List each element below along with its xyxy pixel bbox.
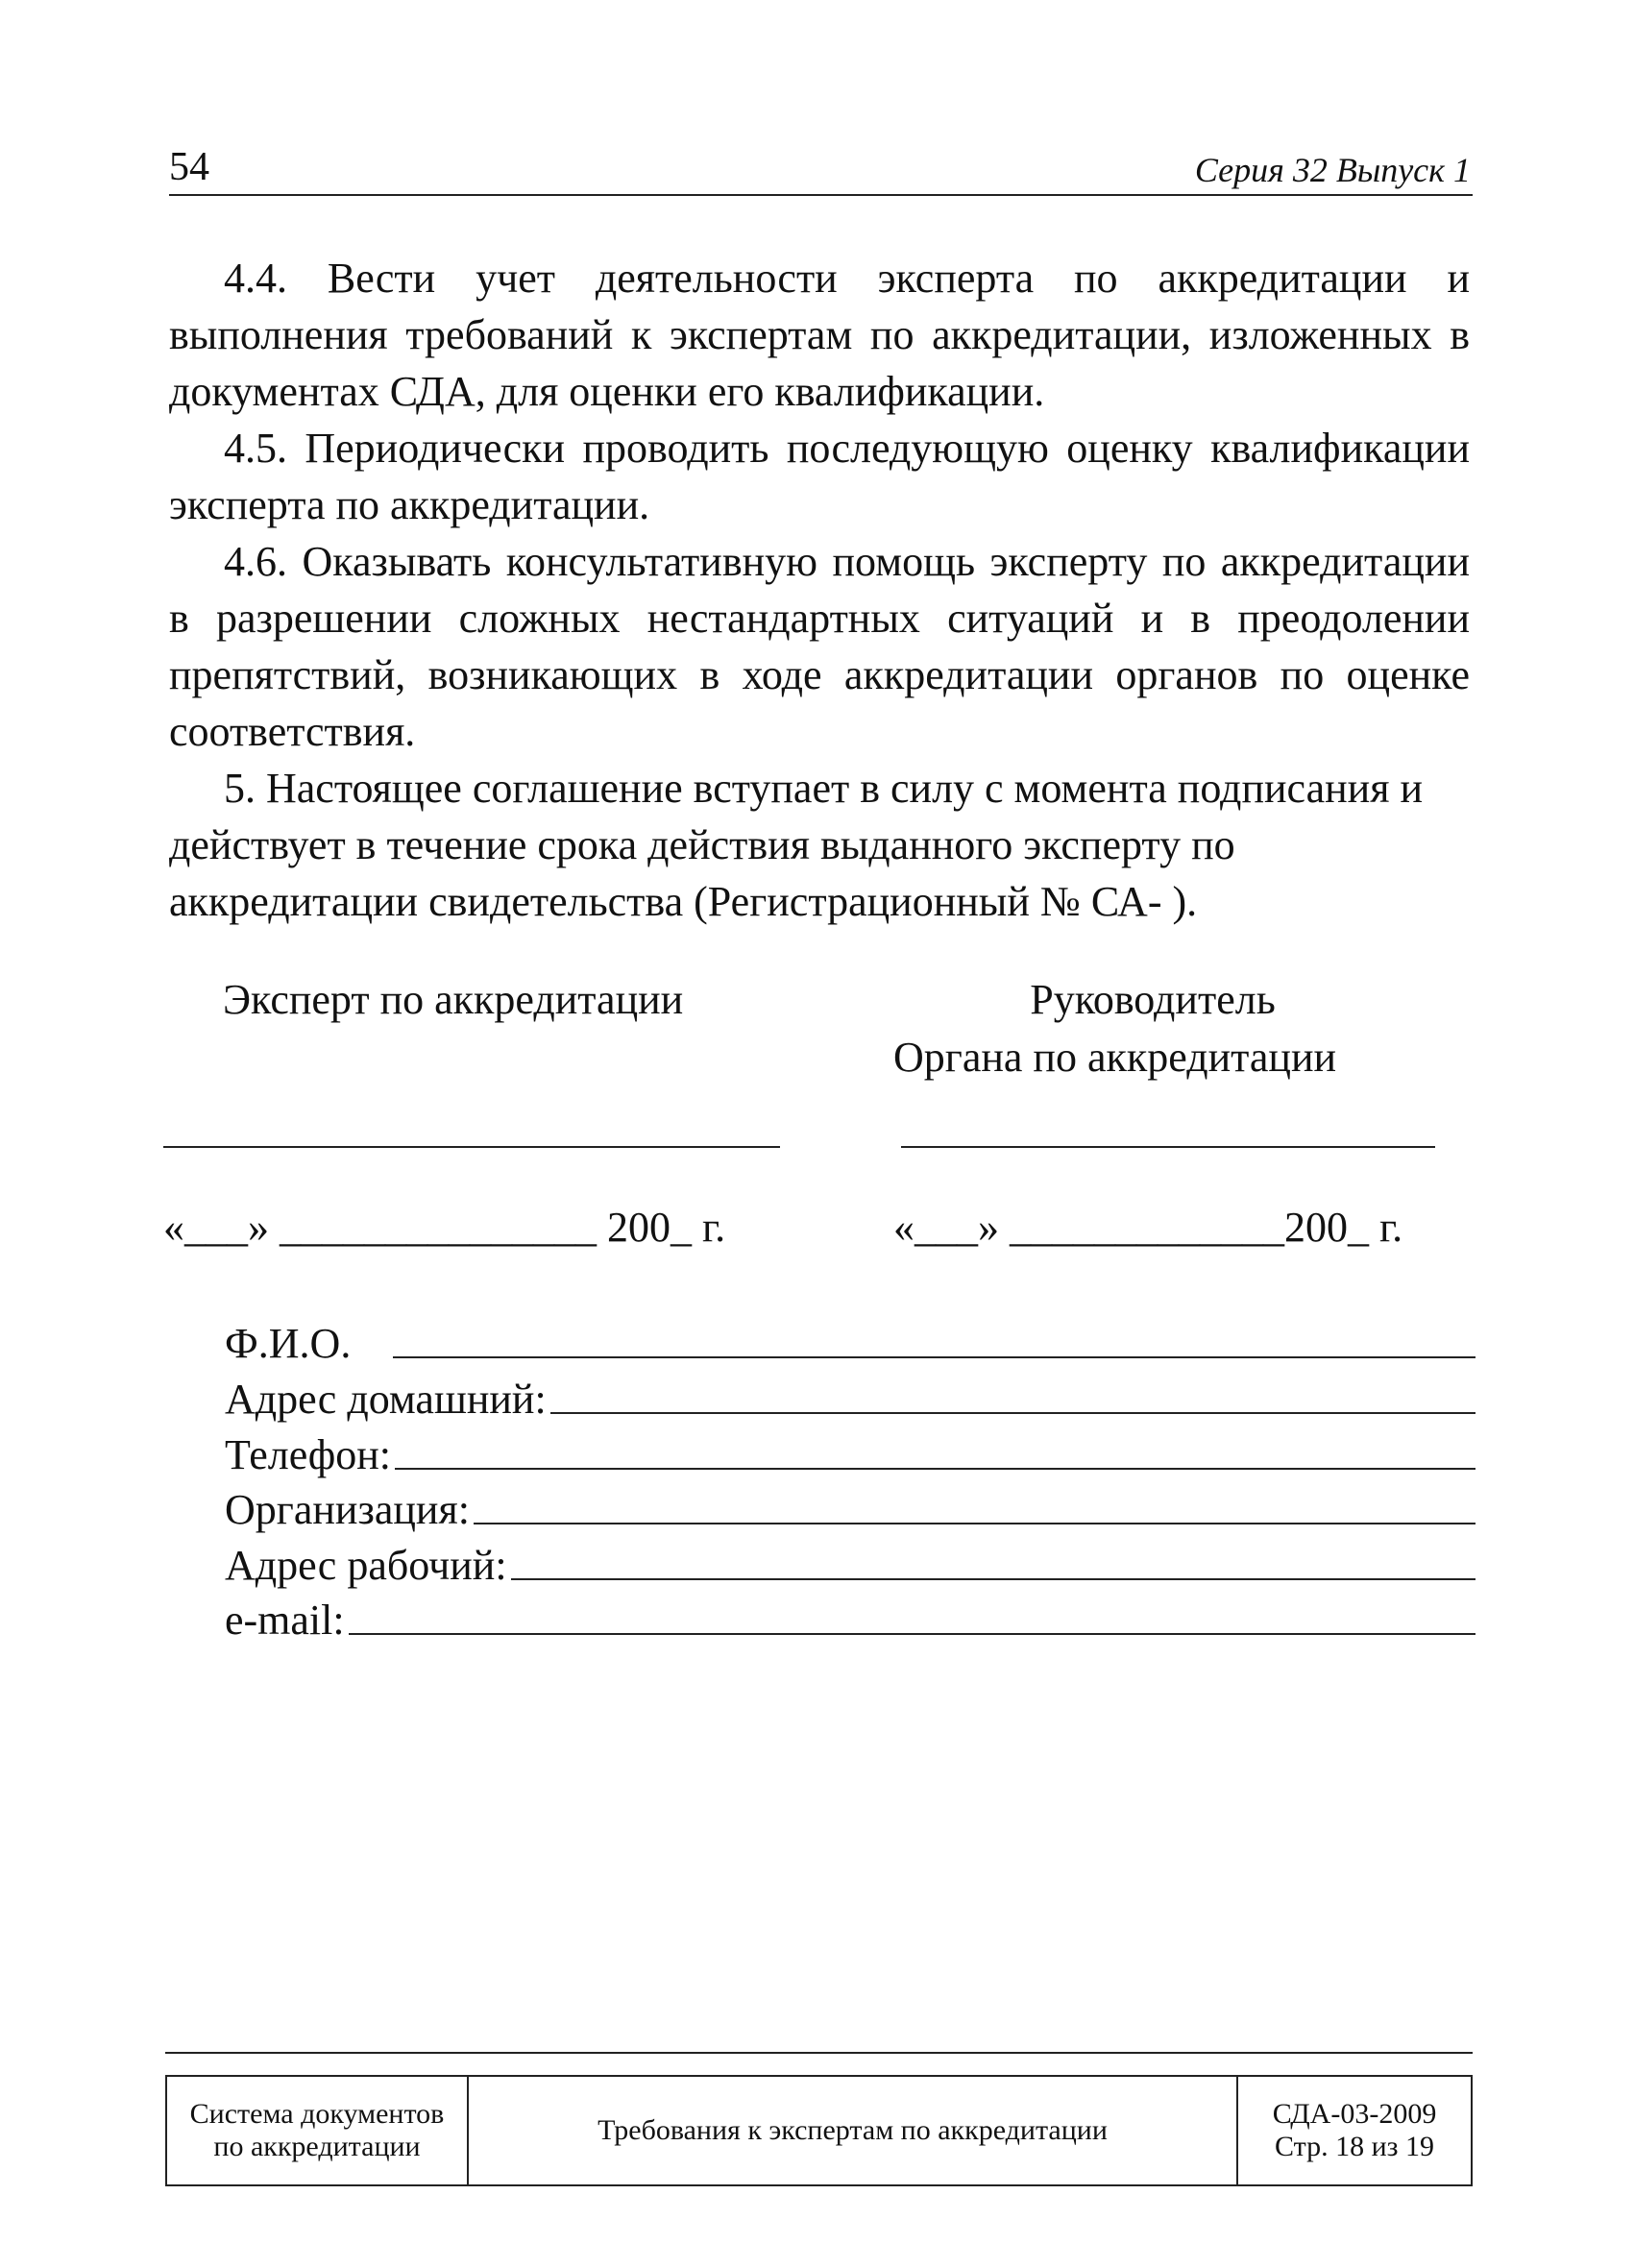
series-title: Серия 32 Выпуск 1 (1194, 151, 1471, 189)
body-text (169, 250, 1470, 930)
expert-date: «___» _______________ 200_ г. (163, 1204, 726, 1251)
field-blank (474, 1523, 1475, 1524)
field-home-address (225, 1370, 1475, 1424)
footer-system-line2: по аккредитации (213, 2131, 421, 2162)
field-organization (225, 1480, 1475, 1534)
field-label: Адрес домашний: (225, 1376, 547, 1423)
paragraph-4-4: 4.4. Вести учет деятельности эксперта по аккредитации и выполнения требований к экспертам по аккредитации, изложенных в документах СДА, для оценки его квалификации. (169, 255, 1470, 415)
expert-signature-label: Эксперт по аккредитации (223, 976, 684, 1023)
field-label: e-mail: (225, 1597, 345, 1644)
field-fio (225, 1314, 1475, 1368)
field-label: Организация: (225, 1486, 470, 1533)
field-blank (349, 1633, 1475, 1635)
head-date: «___» _____________200_ г. (893, 1204, 1403, 1251)
footer-doc-code: СДА-03-2009 (1272, 2098, 1437, 2130)
footer-title-cell: Требования к экспертам по аккредитации (468, 2076, 1237, 2185)
field-label: Телефон: (225, 1431, 392, 1478)
field-phone (225, 1426, 1475, 1479)
field-blank (550, 1412, 1475, 1414)
field-blank (393, 1356, 1475, 1358)
head-signature-label-2: Органа по аккредитации (893, 1034, 1337, 1081)
field-label: Адрес рабочий: (225, 1542, 507, 1589)
header-rule (169, 194, 1473, 196)
head-signature-label-1: Руководитель (1030, 976, 1276, 1023)
field-email (225, 1591, 1475, 1645)
footer-code-cell (1237, 2076, 1472, 2185)
footer-page-count: Стр. 18 из 19 (1275, 2131, 1434, 2162)
paragraph-5: 5. Настоящее соглашение вступает в силу с момента подписания и действует в течение срока действия выданного эксперту по аккредитации свидетельства (Регистрационный № СА- ). (169, 765, 1424, 925)
paragraph-4-5: 4.5. Периодически проводить последующую оценку квалификации эксперта по аккредитации. (169, 425, 1470, 528)
footer-system-line1: Система документов (189, 2098, 445, 2130)
field-blank (395, 1468, 1475, 1470)
footer-system-cell (166, 2076, 468, 2185)
expert-signature-line (163, 1146, 780, 1148)
paragraph-4-6: 4.6. Оказывать консультативную помощь эксперту по аккредитации в разрешении сложных нестандартных ситуаций и в преодолении препятствий, возникающих в ходе аккредитации органов по оценке соответствия. (169, 538, 1470, 755)
footer-table (165, 2075, 1473, 2186)
field-label: Ф.И.О. (225, 1320, 352, 1367)
field-blank (511, 1578, 1475, 1580)
footer-rule (165, 2052, 1473, 2054)
field-work-address (225, 1536, 1475, 1590)
page-number: 54 (169, 145, 209, 189)
head-signature-line (901, 1146, 1435, 1148)
